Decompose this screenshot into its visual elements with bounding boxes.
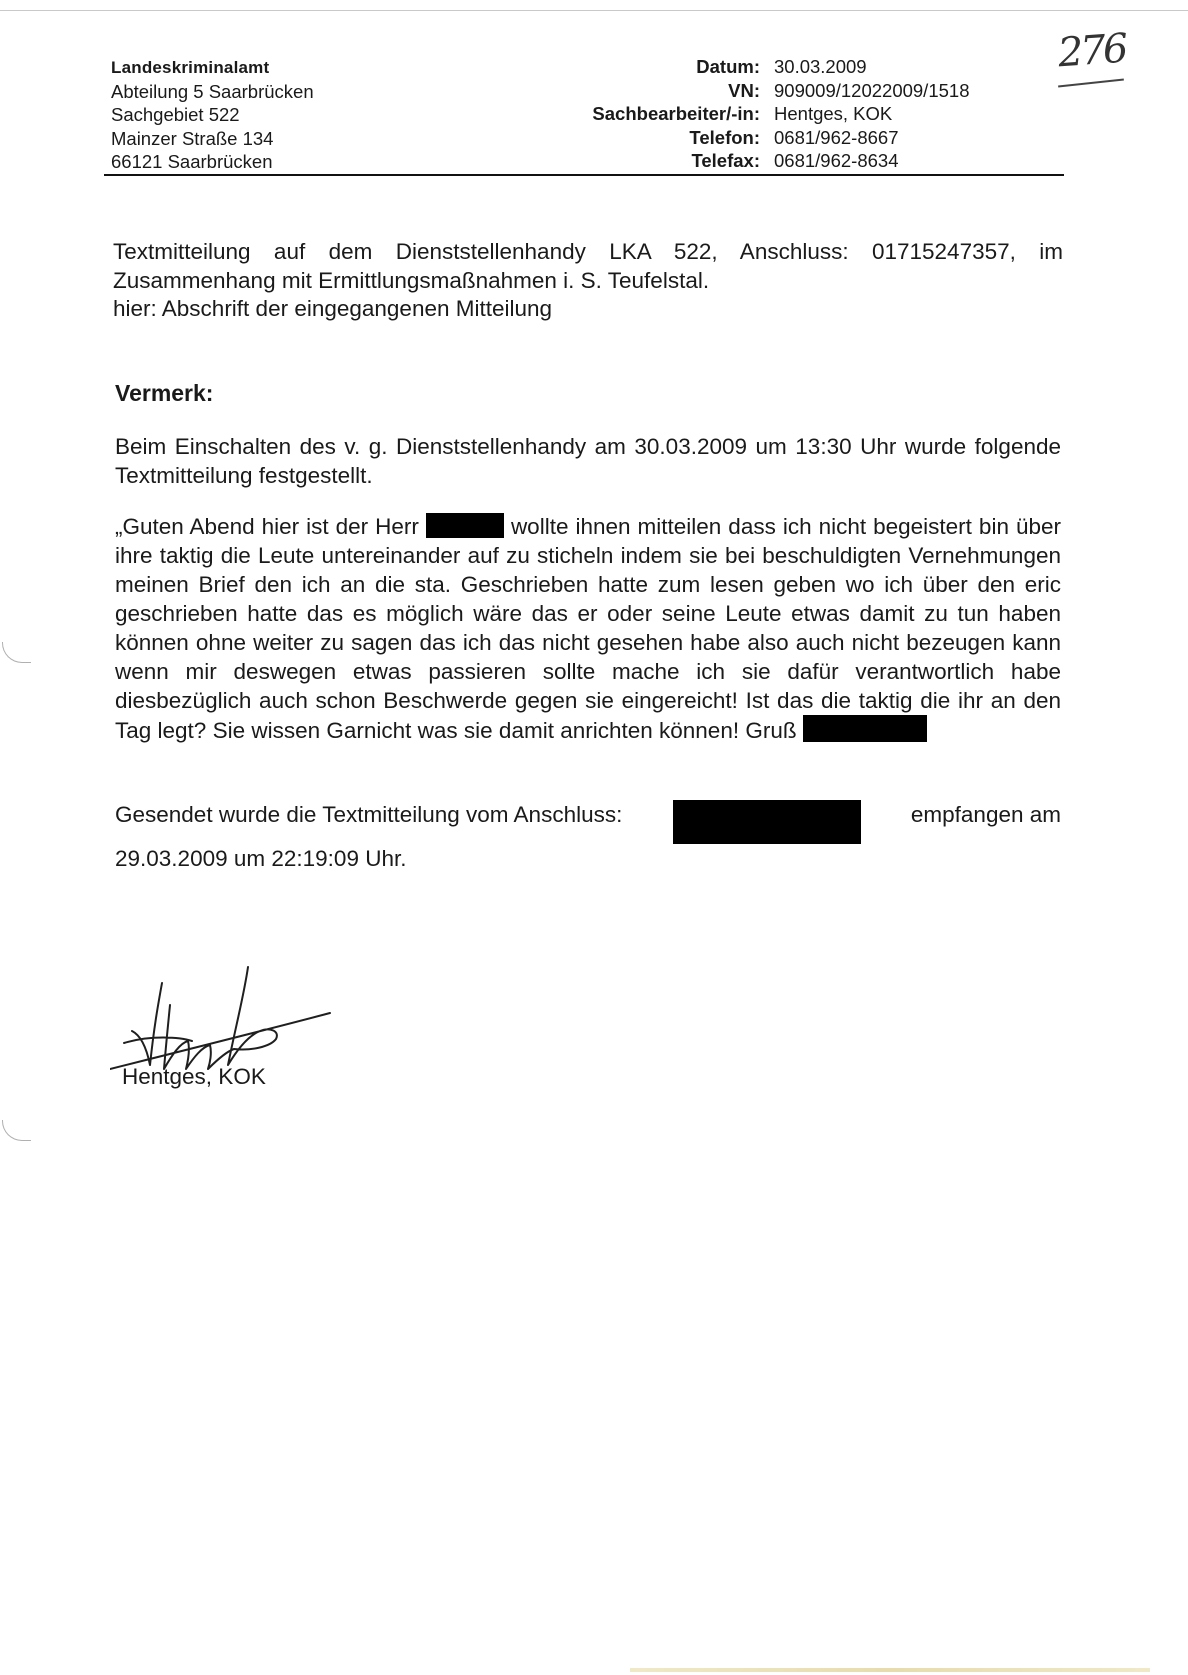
- sent-info-text: empfangen am: [910, 802, 1061, 827]
- handwritten-page-number: 276: [1056, 25, 1127, 77]
- sender-line: Sachgebiet 522: [111, 104, 240, 125]
- meta-label: Telefon:: [689, 126, 760, 148]
- meta-label: VN:: [728, 79, 760, 101]
- header-divider: [104, 174, 1064, 176]
- redaction-block: [426, 513, 504, 538]
- meta-value: 0681/962-8634: [774, 150, 899, 171]
- sent-info-line: [115, 800, 1061, 844]
- meta-row-date: [520, 55, 1040, 79]
- meta-row-vn: [520, 79, 1040, 103]
- punch-hole-mark: [2, 1120, 31, 1141]
- meta-label: Telefax:: [691, 150, 760, 171]
- intro-paragraph: Beim Einschalten des v. g. Dienststellenhandy am 30.03.2009 um 13:30 Uhr wurde folgende Textmitteilung festgestellt.: [115, 434, 1061, 488]
- scan-edge-top: [0, 10, 1188, 11]
- redaction-block: [803, 715, 927, 742]
- message-transcript: [115, 512, 1061, 745]
- subject-line: hier: Abschrift der eingegangenen Mitteilung: [113, 296, 553, 321]
- meta-row-fax: [520, 149, 1040, 173]
- sender-line: 66121 Saarbrücken: [111, 151, 273, 172]
- meta-label: Datum:: [696, 56, 760, 77]
- message-text: wollte ihnen mitteilen dass ich nicht begeistert bin über ihre taktig die Leute untereinander auf zu sticheln indem sie bei beschuldigten Vernehmungen meinen Brief den ich an die sta. Geschrieben hatte zum lesen geben wo ich über den eric geschrieben hatte das es möglich wäre das er oder seine Leute etwas damit zu tun haben können ohne weiter zu sagen das ich das nicht gesehen habe also auch nicht bezeugen kann wenn mir deswegen etwas passieren sollte mache ich sie dafür verantwortlich habe diesbezüglich auch schon Beschwerde gegen sie eingereicht! Ist das die taktig die ihr an den Tag legt? Sie wissen Garnicht was sie damit anrichten können! Gruß: [115, 514, 1061, 743]
- meta-row-phone: [520, 126, 1040, 150]
- signature-name: Hentges, KOK: [122, 1064, 266, 1089]
- meta-label: Sachbearbeiter/-in:: [592, 103, 760, 124]
- redaction-block: [673, 800, 861, 844]
- document-meta: [520, 55, 1040, 173]
- vermerk-heading: Vermerk:: [115, 380, 214, 406]
- meta-row-officer: [520, 102, 1040, 126]
- page-number-underline: [1058, 79, 1124, 88]
- subject-block: [113, 238, 1063, 324]
- meta-value: 909009/12022009/1518: [774, 79, 970, 101]
- sent-info-text: Gesendet wurde die Textmitteilung vom Anschluss:: [115, 802, 623, 827]
- sender-line: Abteilung 5 Saarbrücken: [111, 80, 314, 102]
- meta-value: 30.03.2009: [774, 56, 867, 77]
- sender-organization: Landeskriminalamt: [111, 58, 270, 77]
- scan-edge-bottom: [630, 1668, 1150, 1672]
- message-text: „Guten Abend hier ist der Herr: [115, 514, 419, 539]
- meta-value: Hentges, KOK: [774, 103, 893, 124]
- sender-line: Mainzer Straße 134: [111, 127, 274, 149]
- sent-info: [115, 800, 1061, 873]
- subject-line: Textmitteilung auf dem Dienststellenhandy LKA 522, Anschluss: 01715247357, im Zusammenhang mit Ermittlungsmaßnahmen i. S. Teufelstal.: [113, 239, 1063, 293]
- punch-hole-mark: [2, 642, 31, 663]
- sent-info-text: 29.03.2009 um 22:19:09 Uhr.: [115, 846, 407, 871]
- sender-address: [111, 56, 314, 174]
- meta-value: 0681/962-8667: [774, 126, 899, 148]
